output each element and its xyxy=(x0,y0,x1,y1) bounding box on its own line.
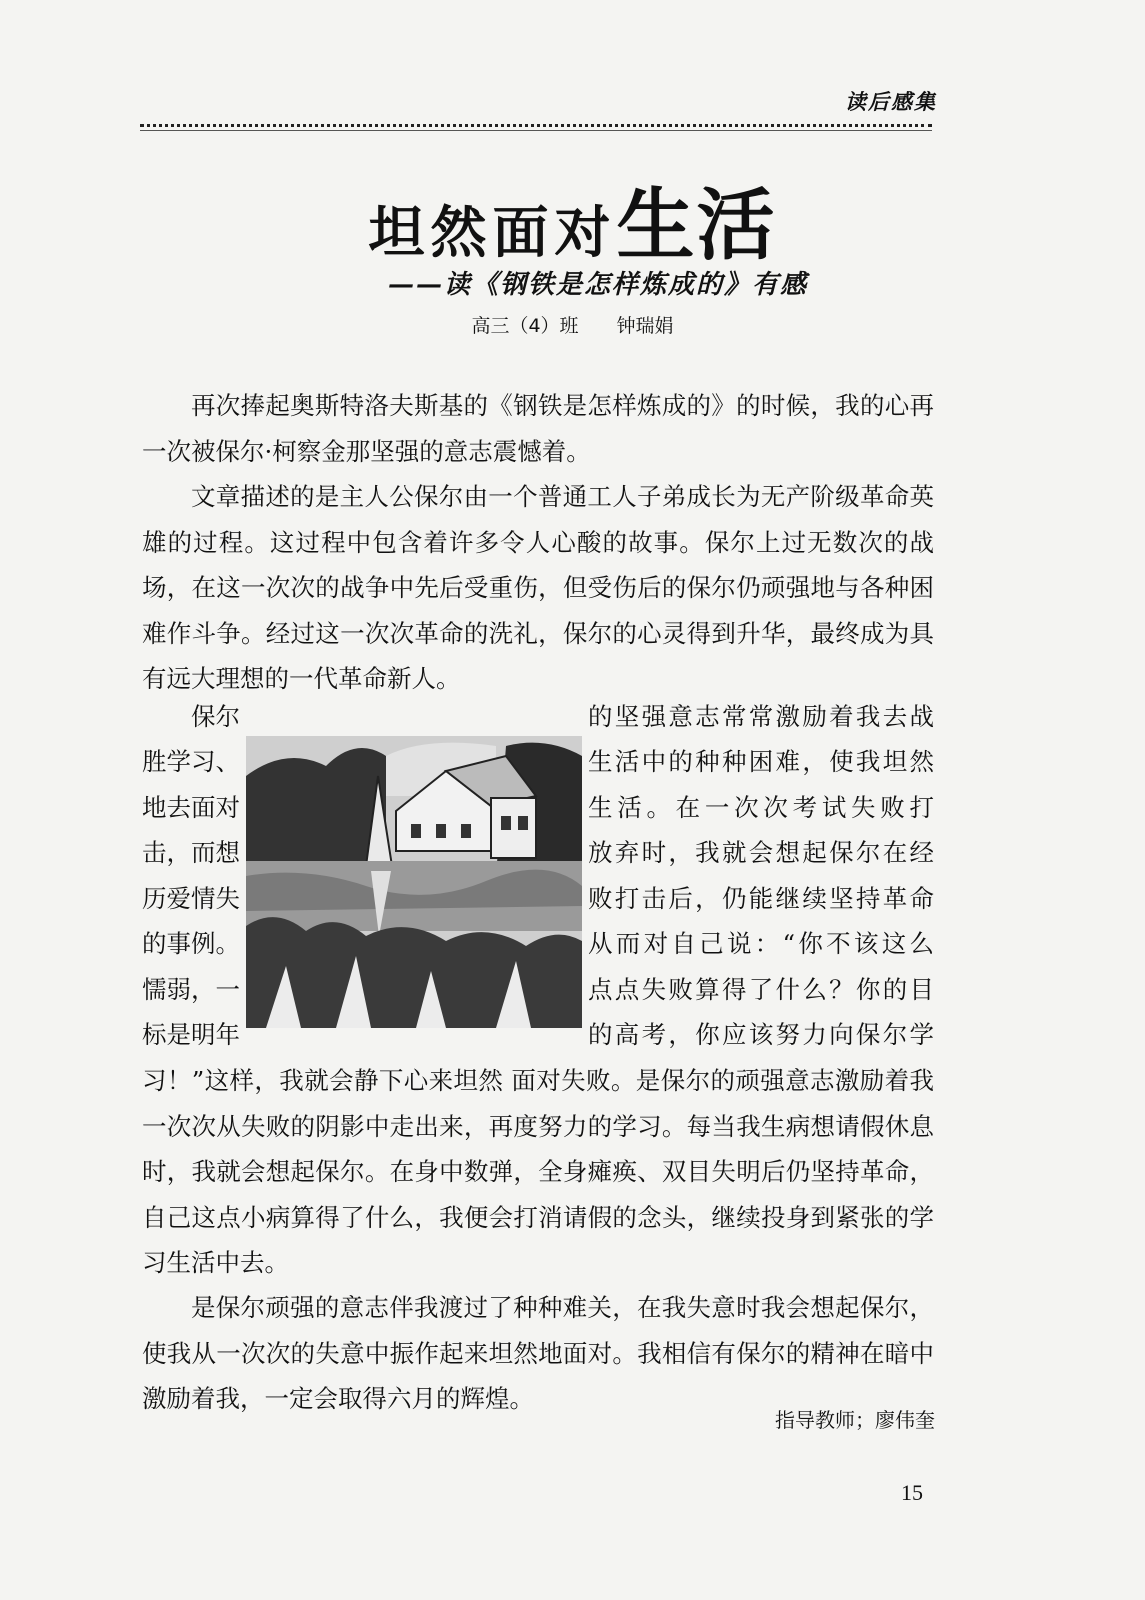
author-name: 钟瑞娟 xyxy=(616,315,674,337)
wrap-right-line: 的坚强意志常常激励着我去战 xyxy=(588,702,934,731)
title-main: 坦然面对 xyxy=(368,201,617,266)
title-emphasis: 生活 xyxy=(616,181,777,271)
header-rule xyxy=(140,124,932,127)
wrap-right-line: 生活中的种种困难，使我坦然 xyxy=(588,747,934,776)
paragraph-2: 文章描述的是主人公保尔由一个普通工人子弟成长为无产阶级革命英雄的过程。这过程中包含着许多令人心酸的故事。保尔上过无数次的战场，在这一次次的战争中先后受重伤，但受伤后的保尔仍顽强地与各种困难作斗争。经过这一次次革命的洗礼，保尔的心灵得到升华，最终成为具有远大理想的一代革命新人。 xyxy=(142,482,934,693)
paragraph-1: 再次捧起奥斯特洛夫斯基的《钢铁是怎样炼成的》的时候，我的心再一次被保尔·柯察金那坚强的意志震憾着。 xyxy=(142,391,934,466)
wrap-right-line: 生活。在一次次考试失败打 xyxy=(588,793,934,822)
article-subtitle: ——读《钢铁是怎样炼成的》有感 xyxy=(388,270,809,300)
wrap-right-line: 的高考，你应该努力向保尔学 xyxy=(588,1020,934,1049)
wrap-right-line: 从而对自己说：“你不该这么 xyxy=(588,929,934,958)
wrap-right-line: 败打击后，仍能继续坚持革命 xyxy=(588,884,934,913)
running-head: 读后感集 xyxy=(845,89,937,114)
wrap-left-line: 胜学习、 xyxy=(142,747,240,776)
wrap-left-line: 懦弱，一 xyxy=(142,975,240,1004)
paragraph-3-continuation: 习！”这样，我就会静下心来坦然 面对失败。是保尔的顽强意志激励着我一次次从失败的阴影中走出来，再度努力的学习。每当我生病想请假休息时，我就会想起保尔。在身中数弹，全身瘫痪、双目失明后仍坚持革命，自己这点小病算得了什么，我便会打消请假的念头，继续投身到紧张的学习生活中去。 xyxy=(142,1066,934,1277)
wrap-left-line: 保尔 xyxy=(191,702,240,731)
wrap-right-line: 点点失败算得了什么？你的目 xyxy=(588,975,934,1004)
page-number: 15 xyxy=(901,1480,923,1505)
illustration-house-by-river xyxy=(246,736,582,1028)
wrap-left-line: 历爱情失 xyxy=(142,884,240,913)
article-title xyxy=(0,163,1145,275)
wrap-left-line: 标是明年 xyxy=(142,1020,240,1049)
byline xyxy=(0,311,1145,338)
wrap-left-line: 击，而想 xyxy=(142,838,240,867)
paragraph-4: 是保尔顽强的意志伴我渡过了种种难关，在我失意时我会想起保尔，使我从一次次的失意中振作起来坦然地面对。我相信有保尔的精神在暗中激励着我，一定会取得六月的辉煌。 xyxy=(142,1293,934,1413)
wrap-left-line: 地去面对 xyxy=(142,793,240,822)
author-class: 高三（4）班 xyxy=(471,315,579,337)
wrap-left-line: 的事例。 xyxy=(142,929,240,958)
wrap-right-line: 放弃时，我就会想起保尔在经 xyxy=(588,838,934,867)
header-rule-thin xyxy=(140,130,932,131)
supervising-teacher: 指导教师；廖伟奎 xyxy=(775,1408,935,1432)
